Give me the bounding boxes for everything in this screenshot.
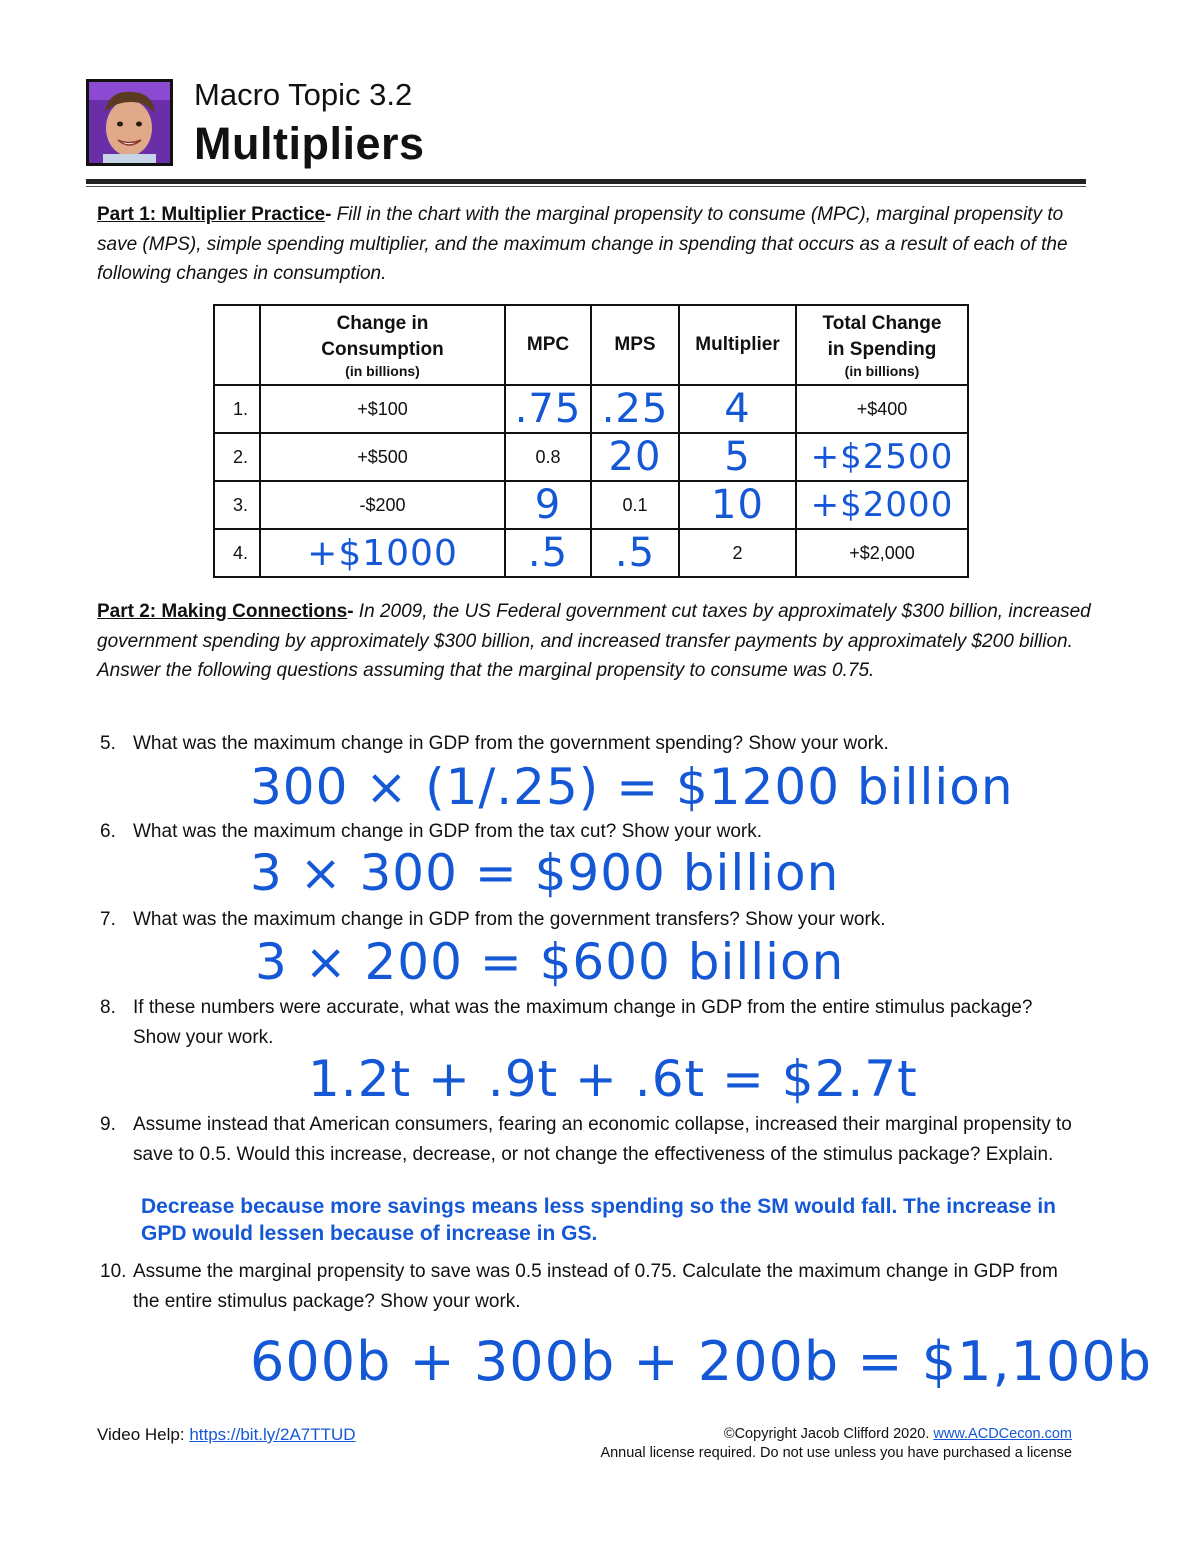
header-divider-thin (86, 186, 1086, 187)
header-multiplier: Multiplier (679, 305, 796, 385)
row-number: 4. (214, 529, 260, 577)
part1-dash: - (325, 204, 332, 225)
table-row (214, 481, 968, 529)
table-row (214, 433, 968, 481)
header-total-sub: (in billions) (844, 363, 920, 379)
answer-10[interactable]: 600b + 300b + 200b = $1,100b (250, 1330, 1152, 1393)
answer-7[interactable]: 3 × 200 = $600 billion (255, 933, 845, 991)
video-help-label: Video Help: (97, 1425, 190, 1444)
cell-change: +$100 (260, 385, 505, 433)
cell-mpc[interactable]: .5 (505, 529, 591, 577)
question-text: What was the maximum change in GDP from the government transfers? Show your work. (133, 909, 886, 930)
cell-multiplier[interactable]: 4 (679, 385, 796, 433)
header-divider (86, 179, 1086, 184)
table-row (214, 385, 968, 433)
cell-mps[interactable]: 20 (591, 433, 679, 481)
copyright-text: ©Copyright Jacob Clifford 2020. (723, 1426, 934, 1442)
part2-heading: Part 2: Making Connections (97, 601, 348, 622)
answer-9[interactable]: Decrease because more savings means less spending so the SM would fall. The increase in GPD would lessen because of increase in GS. (141, 1195, 1057, 1245)
row-number: 3. (214, 481, 260, 529)
cell-mps[interactable]: .5 (591, 529, 679, 577)
header-blank (214, 305, 260, 385)
cell-change: -$200 (260, 481, 505, 529)
cell-mpc[interactable]: .75 (505, 385, 591, 433)
header-total (796, 305, 968, 385)
cell-mpc: 0.8 (505, 433, 591, 481)
cell-total: +$400 (796, 385, 968, 433)
cell-total: +$2,000 (796, 529, 968, 577)
multiplier-table (213, 304, 969, 578)
row-number: 1. (214, 385, 260, 433)
part2-instructions (97, 597, 1097, 686)
header-change-label: Change in Consumption (321, 313, 444, 360)
question-number: 9. (100, 1114, 116, 1135)
copyright-line (560, 1425, 1072, 1444)
cell-multiplier: 2 (679, 529, 796, 577)
header-mpc: MPC (505, 305, 591, 385)
cell-total[interactable]: +$2500 (796, 433, 968, 481)
part1-instructions (97, 200, 1097, 289)
site-link[interactable]: www.ACDCecon.com (933, 1426, 1072, 1442)
video-help (97, 1425, 356, 1445)
question-text: What was the maximum change in GDP from the tax cut? Show your work. (133, 821, 763, 842)
answer-8[interactable]: 1.2t + .9t + .6t = $2.7t (308, 1050, 918, 1108)
cell-mps: 0.1 (591, 481, 679, 529)
author-photo (86, 79, 173, 166)
part1-heading: Part 1: Multiplier Practice (97, 204, 326, 225)
question-number: 10. (100, 1261, 127, 1282)
part2-text: In 2009, the US Federal government cut taxes by approximately $300 billion, increased government spending by approximately $300 billion, and increased transfer payments by approximately $200 billion. Answer the following questions assuming that the marginal propensity to consume was 0.75. (97, 601, 1091, 681)
cell-total[interactable]: +$2000 (796, 481, 968, 529)
part1-text: Fill in the chart with the marginal propensity to consume (MPC), marginal propensity to save (MPS), simple spending multiplier, and the maximum change in spending that occurs as a result of each of the following changes in consumption. (97, 204, 1068, 284)
question-text: Assume instead that American consumers, fearing an economic collapse, increased their marginal propensity to save to 0.5. Would this increase, decrease, or not change the effectiveness of the stimulus package? Explain. (133, 1114, 1072, 1165)
question-text: What was the maximum change in GDP from the government spending? Show your work. (133, 733, 889, 754)
question-text: Assume the marginal propensity to save was 0.5 instead of 0.75. Calculate the maximum change in GDP from the entire stimulus package? Show your work. (133, 1261, 1058, 1312)
answer-6[interactable]: 3 × 300 = $900 billion (250, 844, 840, 902)
table-header-row (214, 305, 968, 385)
cell-mpc[interactable]: 9 (505, 481, 591, 529)
answer-5[interactable]: 300 × (1/.25) = $1200 billion (250, 758, 1014, 816)
row-number: 2. (214, 433, 260, 481)
question-text: If these numbers were accurate, what was the maximum change in GDP from the entire stimulus package? Show your work. (133, 997, 1033, 1048)
question-number: 7. (100, 909, 116, 930)
cell-mps[interactable]: .25 (591, 385, 679, 433)
video-help-link[interactable]: https://bit.ly/2A7TTUD (189, 1425, 356, 1444)
cell-multiplier[interactable]: 5 (679, 433, 796, 481)
header-mps: MPS (591, 305, 679, 385)
cell-change[interactable]: +$1000 (260, 529, 505, 577)
cell-change: +$500 (260, 433, 505, 481)
author-face-icon (89, 82, 170, 163)
header-change (260, 305, 505, 385)
question-number: 5. (100, 733, 116, 754)
question-number: 6. (100, 821, 116, 842)
header-change-sub: (in billions) (345, 363, 420, 379)
question-number: 8. (100, 997, 116, 1018)
topic-label: Macro Topic 3.2 (194, 77, 413, 112)
cell-multiplier[interactable]: 10 (679, 481, 796, 529)
page-title: Multipliers (194, 118, 425, 169)
header-total-label: Total Change in Spending (822, 313, 942, 360)
part2-dash: - (347, 601, 354, 622)
copyright-block (560, 1425, 1072, 1463)
table-row (214, 529, 968, 577)
license-notice: Annual license required. Do not use unless you have purchased a license (600, 1445, 1072, 1461)
